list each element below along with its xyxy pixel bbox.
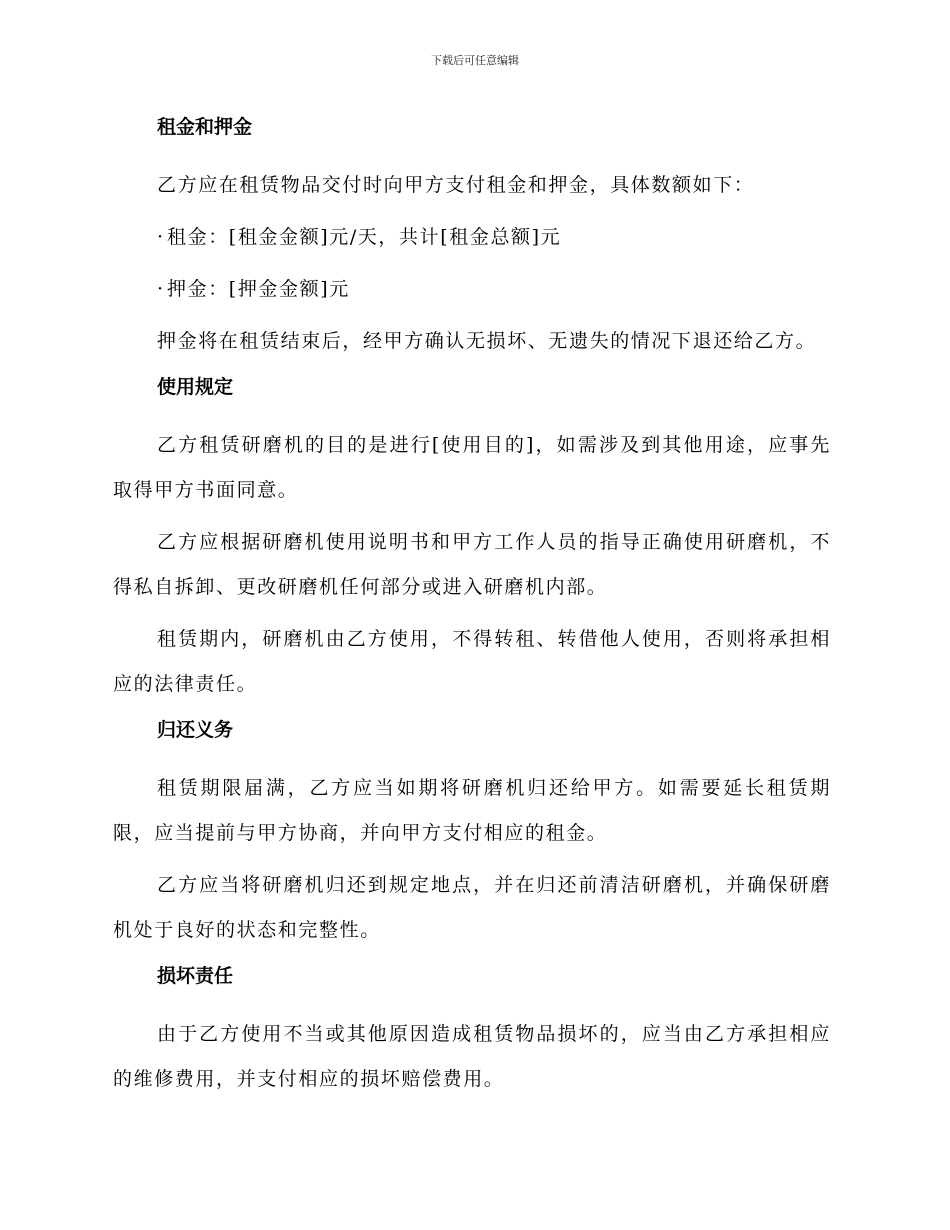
paragraph: 乙方租赁研磨机的目的是进行[使用目的]，如需涉及到其他用途，应事先取得甲方书面同意。 [113,434,831,501]
bullet-text: 租金：[租金金额]元/天，共计[租金总额]元 [167,226,562,248]
section-title-rent-deposit: 租金和押金 [157,116,253,138]
paragraph: 由于乙方使用不当或其他原因造成租赁物品损坏的，应当由乙方承担相应的维修费用，并支付相应的损坏赔偿费用。 [113,1023,831,1090]
paragraph: 租赁期内，研磨机由乙方使用，不得转租、转借他人使用，否则将承担相应的法律责任。 [113,628,831,695]
paragraph: 乙方应根据研磨机使用说明书和甲方工作人员的指导正确使用研磨机，不得私自拆卸、更改研磨机任何部分或进入研磨机内部。 [113,531,831,598]
bullet-icon: · [157,226,165,248]
section-title-damage-liability: 损坏责任 [157,965,234,987]
document-body [113,111,831,1109]
bullet-item-rent [113,215,831,260]
bullet-item-deposit [113,267,831,312]
bullet-text: 押金：[押金金额]元 [167,278,350,300]
paragraph: 租赁期限届满，乙方应当如期将研磨机归还给甲方。如需要延长租赁期限，应当提前与甲方协商，并向甲方支付相应的租金。 [113,777,831,844]
paragraph: 乙方应在租赁物品交付时向甲方支付租金和押金，具体数额如下： [157,174,755,196]
paragraph: 押金将在租赁结束后，经甲方确认无损坏、无遗失的情况下退还给乙方。 [157,330,817,352]
section-title-usage-rules: 使用规定 [157,376,234,398]
page-header: 下载后可任意编辑 [431,54,519,67]
bullet-icon: · [157,278,165,300]
section-title-return-obligation: 归还义务 [157,719,234,741]
paragraph: 乙方应当将研磨机归还到规定地点，并在归还前清洁研磨机，并确保研磨机处于良好的状态和完整性。 [113,874,831,941]
